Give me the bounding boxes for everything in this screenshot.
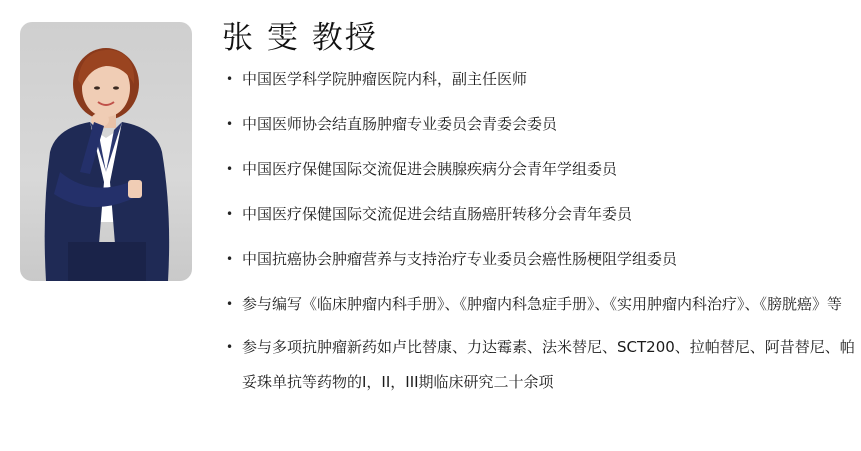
bullet-icon: • xyxy=(226,72,234,86)
list-item-text: 参与编写《临床肿瘤内科手册》、《肿瘤内科急症手册》、《实用肿瘤内科治疗》、《膀胱癌》等 xyxy=(242,295,843,313)
list-item xyxy=(226,287,856,322)
portrait-icon xyxy=(20,22,192,281)
bullet-icon: • xyxy=(226,252,234,266)
list-item xyxy=(226,152,856,187)
bullet-icon: • xyxy=(226,117,234,131)
bullet-icon: • xyxy=(226,297,234,311)
page-title: 张 雯 教授 xyxy=(222,20,378,56)
portrait-photo xyxy=(20,22,192,281)
bullet-icon: • xyxy=(226,207,234,221)
list-item-text: 中国抗癌协会肿瘤营养与支持治疗专业委员会癌性肠梗阻学组委员 xyxy=(242,250,678,268)
list-item-text: 参与多项抗肿瘤新药如卢比替康、力达霉素、法米替尼、SCT200、拉帕替尼、阿昔替尼、帕妥珠单抗等药物的I，II，III期临床研究二十余项 xyxy=(242,338,855,391)
list-item xyxy=(226,197,856,232)
list-item xyxy=(226,330,856,400)
list-item-text: 中国医疗保健国际交流促进会结直肠癌肝转移分会青年委员 xyxy=(242,205,633,223)
list-item-text: 中国医师协会结直肠肿瘤专业委员会青委会委员 xyxy=(242,115,558,133)
bullet-icon: • xyxy=(226,340,234,354)
list-item xyxy=(226,62,856,97)
bullet-icon: • xyxy=(226,162,234,176)
list-item-text: 中国医疗保健国际交流促进会胰腺疾病分会青年学组委员 xyxy=(242,160,618,178)
list-item xyxy=(226,107,856,142)
list-item xyxy=(226,242,856,277)
list-item-text: 中国医学科学院肿瘤医院内科，副主任医师 xyxy=(242,70,528,88)
bio-list xyxy=(226,62,856,400)
